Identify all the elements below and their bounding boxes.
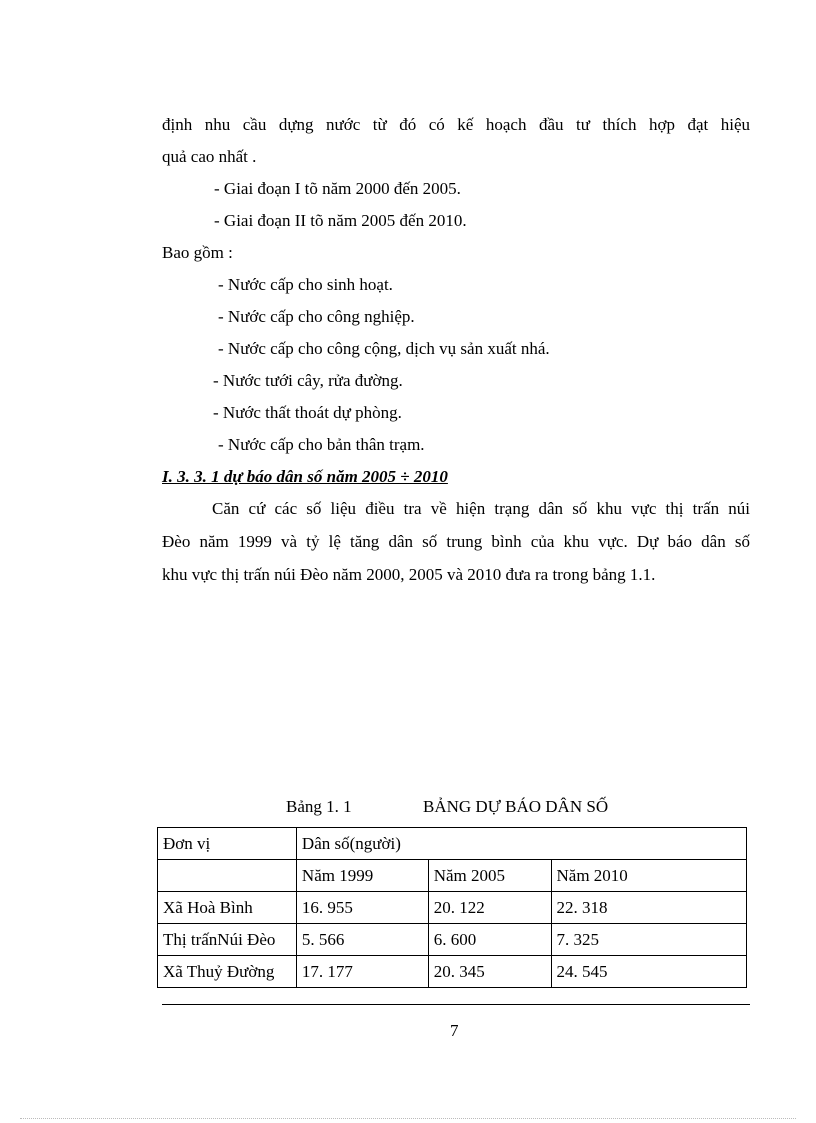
paragraph-line: quả cao nhất .	[162, 147, 257, 166]
includes-label: Bao gồm :	[162, 243, 233, 262]
phase-item: - Giai đoạn II tõ năm 2005 đến 2010.	[214, 211, 467, 230]
header-unit: Đơn vị	[158, 828, 297, 860]
footer-rule	[162, 1004, 750, 1005]
paragraph-line: khu vực thị trấn núi Đèo năm 2000, 2005 và 2010 đưa ra trong bảng 1.1.	[162, 565, 656, 584]
value-cell: 7. 325	[551, 924, 747, 956]
year-header: Năm 2005	[428, 860, 551, 892]
empty-cell	[158, 860, 297, 892]
list-item: - Nước cấp cho bản thân trạm.	[218, 435, 425, 454]
year-header: Năm 2010	[551, 860, 747, 892]
unit-cell: Thị trấnNúi Đèo	[158, 924, 297, 956]
table-row	[158, 956, 747, 988]
table-title: BẢNG DỰ BÁO DÂN SỐ	[423, 797, 609, 816]
list-item: - Nước cấp cho sinh hoạt.	[218, 275, 393, 294]
list-item: - Nước thất thoát dự phòng.	[213, 403, 402, 422]
phase-item: - Giai đoạn I tõ năm 2000 đến 2005.	[214, 179, 461, 198]
value-cell: 5. 566	[296, 924, 428, 956]
list-item: - Nước cấp cho công cộng, dịch vụ sản xuất nhá.	[218, 339, 550, 358]
header-population: Dân số(người)	[296, 828, 746, 860]
value-cell: 22. 318	[551, 892, 747, 924]
table-header-row	[158, 828, 747, 860]
table-row	[158, 924, 747, 956]
list-item: - Nước cấp cho công nghiệp.	[218, 307, 415, 326]
value-cell: 6. 600	[428, 924, 551, 956]
value-cell: 17. 177	[296, 956, 428, 988]
value-cell: 20. 122	[428, 892, 551, 924]
paragraph-line: Đèo năm 1999 và tỷ lệ tăng dân số trung bình của khu vực. Dự báo dân số	[162, 532, 750, 551]
value-cell: 20. 345	[428, 956, 551, 988]
table-label: Bảng 1. 1	[286, 797, 352, 816]
table-years-row	[158, 860, 747, 892]
population-table	[157, 827, 747, 988]
unit-cell: Xã Thuỷ Đường	[158, 956, 297, 988]
value-cell: 24. 545	[551, 956, 747, 988]
unit-cell: Xã Hoà Bình	[158, 892, 297, 924]
section-heading: I. 3. 3. 1 dự báo dân số năm 2005 ÷ 2010	[162, 467, 448, 486]
paragraph-line: định nhu cầu dựng nước từ đó có kế hoạch đầu tư thích hợp đạt hiệu	[162, 115, 750, 134]
page-edge-rule	[20, 1118, 796, 1119]
year-header: Năm 1999	[296, 860, 428, 892]
table-row	[158, 892, 747, 924]
value-cell: 16. 955	[296, 892, 428, 924]
page-number: 7	[450, 1021, 459, 1040]
list-item: - Nước tưới cây, rửa đường.	[213, 371, 403, 390]
paragraph-line: Căn cứ các số liệu điều tra về hiện trạng dân số khu vực thị trấn núi	[212, 499, 750, 518]
